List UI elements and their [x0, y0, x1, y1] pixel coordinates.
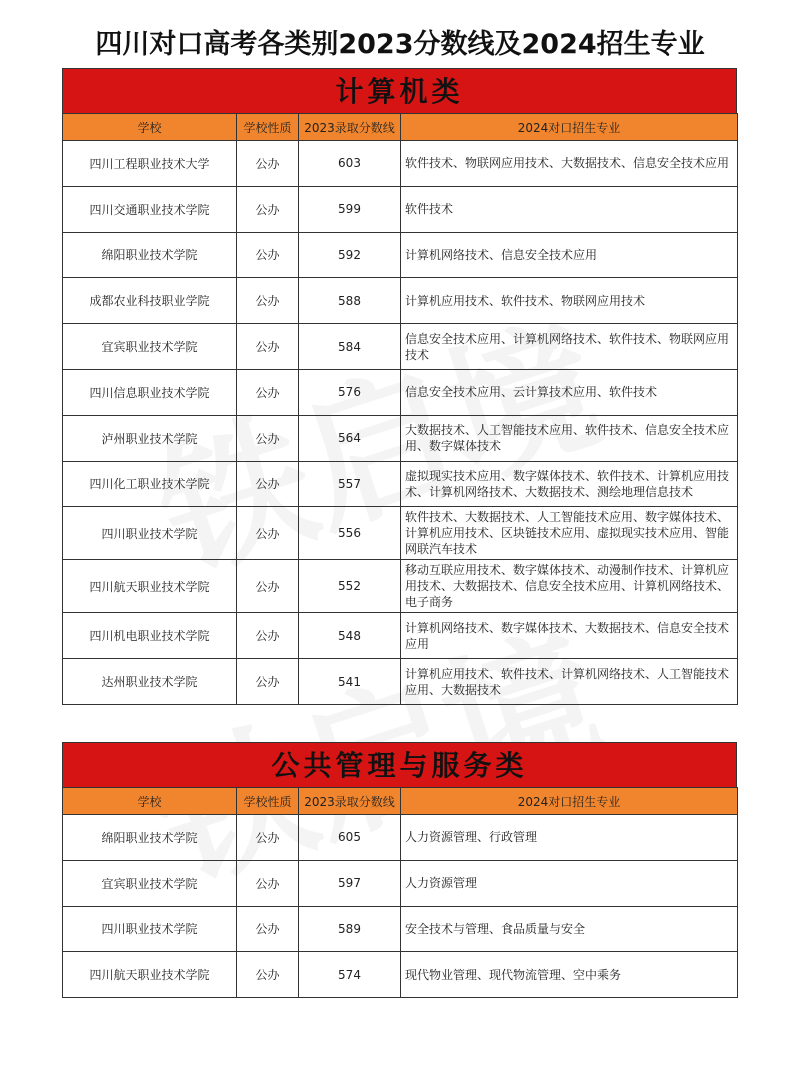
- school-cell: 四川航天职业技术学院: [63, 952, 237, 998]
- table-row: [63, 141, 738, 187]
- type-cell: 公办: [237, 906, 299, 952]
- school-cell: 四川职业技术学院: [63, 906, 237, 952]
- table-header-row: [63, 788, 738, 815]
- table-row: [63, 952, 738, 998]
- type-cell: 公办: [237, 860, 299, 906]
- majors-cell: 软件技术、大数据技术、人工智能技术应用、数字媒体技术、计算机应用技术、区块链技术应用、虚拟现实技术应用、智能网联汽车技术: [401, 507, 738, 560]
- type-cell: 公办: [237, 415, 299, 461]
- header-type: 学校性质: [237, 114, 299, 141]
- type-cell: 公办: [237, 952, 299, 998]
- table-row: [63, 369, 738, 415]
- majors-cell: 计算机应用技术、软件技术、物联网应用技术: [401, 278, 738, 324]
- majors-cell: 软件技术、物联网应用技术、大数据技术、信息安全技术应用: [401, 141, 738, 187]
- type-cell: 公办: [237, 232, 299, 278]
- type-cell: 公办: [237, 815, 299, 861]
- score-cell: 556: [299, 507, 401, 560]
- type-cell: 公办: [237, 278, 299, 324]
- school-cell: 四川交通职业技术学院: [63, 186, 237, 232]
- section-title: 公共管理与服务类: [62, 742, 737, 787]
- score-cell: 564: [299, 415, 401, 461]
- score-cell: 541: [299, 659, 401, 705]
- score-cell: 592: [299, 232, 401, 278]
- score-table: [62, 113, 738, 705]
- school-cell: 绵阳职业技术学院: [63, 815, 237, 861]
- score-cell: 552: [299, 560, 401, 613]
- school-cell: 成都农业科技职业学院: [63, 278, 237, 324]
- type-cell: 公办: [237, 507, 299, 560]
- school-cell: 四川工程职业技术大学: [63, 141, 237, 187]
- score-table: [62, 787, 738, 998]
- table-row: [63, 906, 738, 952]
- majors-cell: 人力资源管理、行政管理: [401, 815, 738, 861]
- table-row: [63, 278, 738, 324]
- school-cell: 宜宾职业技术学院: [63, 324, 237, 370]
- school-cell: 绵阳职业技术学院: [63, 232, 237, 278]
- majors-cell: 现代物业管理、现代物流管理、空中乘务: [401, 952, 738, 998]
- score-cell: 605: [299, 815, 401, 861]
- school-cell: 泸州职业技术学院: [63, 415, 237, 461]
- header-majors: 2024对口招生专业: [401, 788, 738, 815]
- school-cell: 四川信息职业技术学院: [63, 369, 237, 415]
- table-row: [63, 659, 738, 705]
- table-row: [63, 613, 738, 659]
- majors-cell: 信息安全技术应用、计算机网络技术、软件技术、物联网应用技术: [401, 324, 738, 370]
- school-cell: 四川航天职业技术学院: [63, 560, 237, 613]
- score-cell: 584: [299, 324, 401, 370]
- table-row: [63, 560, 738, 613]
- majors-cell: 计算机网络技术、信息安全技术应用: [401, 232, 738, 278]
- score-cell: 548: [299, 613, 401, 659]
- score-cell: 589: [299, 906, 401, 952]
- majors-cell: 软件技术: [401, 186, 738, 232]
- score-cell: 599: [299, 186, 401, 232]
- type-cell: 公办: [237, 141, 299, 187]
- header-school: 学校: [63, 114, 237, 141]
- table-row: [63, 461, 738, 507]
- header-school: 学校: [63, 788, 237, 815]
- majors-cell: 移动互联应用技术、数字媒体技术、动漫制作技术、计算机应用技术、大数据技术、信息安全技术应用、计算机网络技术、电子商务: [401, 560, 738, 613]
- school-cell: 四川化工职业技术学院: [63, 461, 237, 507]
- table-header-row: [63, 114, 738, 141]
- table-row: [63, 232, 738, 278]
- school-cell: 四川职业技术学院: [63, 507, 237, 560]
- section-title: 计算机类: [62, 68, 737, 113]
- type-cell: 公办: [237, 613, 299, 659]
- table-row: [63, 815, 738, 861]
- school-cell: 宜宾职业技术学院: [63, 860, 237, 906]
- majors-cell: 安全技术与管理、食品质量与安全: [401, 906, 738, 952]
- header-majors: 2024对口招生专业: [401, 114, 738, 141]
- score-cell: 557: [299, 461, 401, 507]
- majors-cell: 信息安全技术应用、云计算技术应用、软件技术: [401, 369, 738, 415]
- table-row: [63, 507, 738, 560]
- type-cell: 公办: [237, 461, 299, 507]
- majors-cell: 人力资源管理: [401, 860, 738, 906]
- type-cell: 公办: [237, 369, 299, 415]
- majors-cell: 计算机应用技术、软件技术、计算机网络技术、人工智能技术应用、大数据技术: [401, 659, 738, 705]
- score-cell: 597: [299, 860, 401, 906]
- type-cell: 公办: [237, 659, 299, 705]
- type-cell: 公办: [237, 324, 299, 370]
- majors-cell: 大数据技术、人工智能技术应用、软件技术、信息安全技术应用、数字媒体技术: [401, 415, 738, 461]
- page-title: 四川对口高考各类别2023分数线及2024招生专业: [95, 29, 705, 60]
- table-row: [63, 186, 738, 232]
- score-cell: 588: [299, 278, 401, 324]
- section-computer: [62, 68, 737, 705]
- header-type: 学校性质: [237, 788, 299, 815]
- type-cell: 公办: [237, 186, 299, 232]
- score-cell: 576: [299, 369, 401, 415]
- score-cell: 603: [299, 141, 401, 187]
- table-row: [63, 860, 738, 906]
- majors-cell: 虚拟现实技术应用、数字媒体技术、软件技术、计算机应用技术、计算机网络技术、大数据技术、测绘地理信息技术: [401, 461, 738, 507]
- table-row: [63, 415, 738, 461]
- header-score: 2023录取分数线: [299, 114, 401, 141]
- majors-cell: 计算机网络技术、数字媒体技术、大数据技术、信息安全技术应用: [401, 613, 738, 659]
- school-cell: 四川机电职业技术学院: [63, 613, 237, 659]
- school-cell: 达州职业技术学院: [63, 659, 237, 705]
- header-score: 2023录取分数线: [299, 788, 401, 815]
- score-cell: 574: [299, 952, 401, 998]
- table-row: [63, 324, 738, 370]
- section-public-management: [62, 742, 737, 998]
- type-cell: 公办: [237, 560, 299, 613]
